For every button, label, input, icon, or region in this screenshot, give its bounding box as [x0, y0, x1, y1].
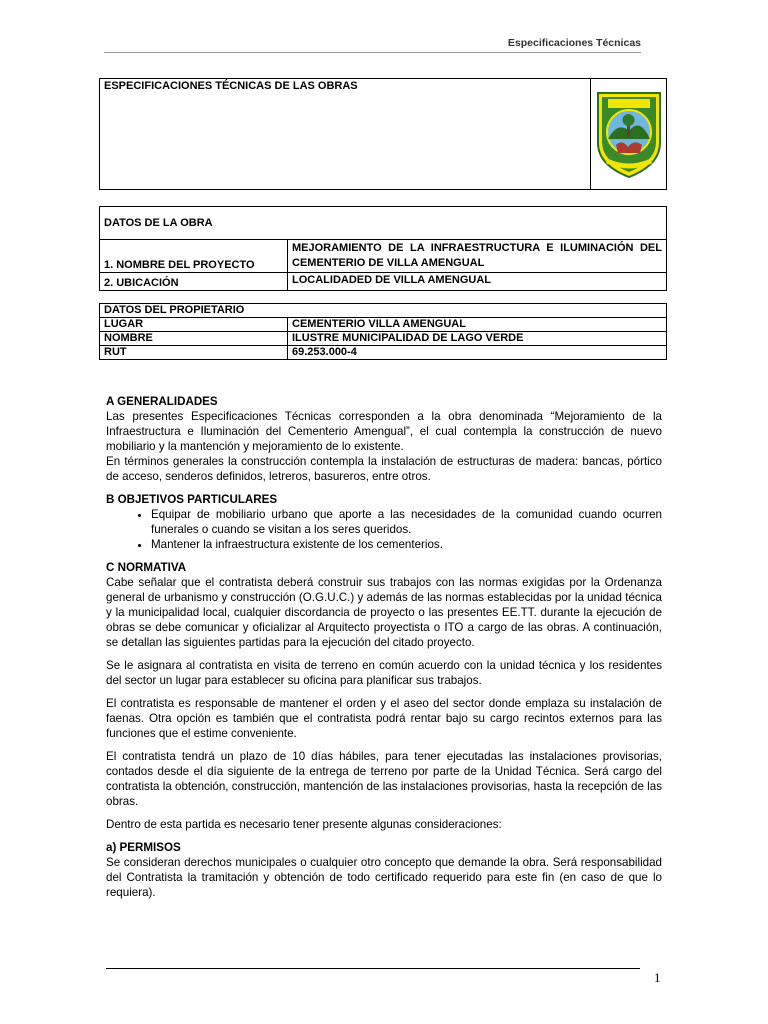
- table-row: [100, 332, 667, 346]
- row-label: NOMBRE: [100, 332, 288, 346]
- table-row: [100, 273, 667, 291]
- document-body: [106, 394, 662, 908]
- obra-heading: DATOS DE LA OBRA: [100, 207, 667, 240]
- row-label: 1. NOMBRE DEL PROYECTO: [100, 240, 288, 273]
- row-value: MEJORAMIENTO DE LA INFRAESTRUCTURA E ILUMINACIÓN DEL CEMENTERIO DE VILLA AMENGUAL: [288, 240, 667, 273]
- paragraph: En términos generales la construcción contempla la instalación de estructuras de madera: bancas, pórtico de acceso, senderos definidos, letreros, basureros, entre otros.: [106, 455, 662, 483]
- table-row: [100, 240, 667, 273]
- header-title: Especificaciones Técnicas: [507, 37, 641, 49]
- municipal-coat-of-arms-icon: [594, 87, 664, 179]
- row-value: CEMENTERIO VILLA AMENGUAL: [288, 318, 667, 332]
- section-heading-generalidades: A GENERALIDADES: [106, 395, 218, 408]
- section-heading-permisos: a) PERMISOS: [106, 841, 181, 854]
- paragraph: Se consideran derechos municipales o cualquier otro concepto que demande la obra. Será responsabilidad del Contratista la tramitación y obtención de todo certificado requerido para este fin (en caso de que lo requiera).: [106, 856, 662, 899]
- cover-table: [99, 78, 667, 190]
- paragraph: Las presentes Especificaciones Técnicas corresponden a la obra denominada “Mejoramiento de la Infraestructura e Iluminación del Cementerio Amengual”, el cual contempla la construcción de nuevo mobiliario y la mantención y mejoramiento de lo existente.: [106, 410, 662, 453]
- row-label: LUGAR: [100, 318, 288, 332]
- paragraph: Cabe señalar que el contratista deberá construir sus trabajos con las normas exigidas por la Ordenanza general de urbanismo y construcción (O.G.U.C.) y además de las normas establecidas por la unidad técnica y la municipalidad local, cualquier discordancia de proyecto o las presentes EE.TT. durante la ejecución de obras se debe comunicar y oficializar al Arquitecto proyectista o ITO a cargo de las obras. A continuación, se detallan las siguientes partidas para la ejecución del citado proyecto.: [106, 576, 662, 649]
- propietario-table: [99, 303, 667, 360]
- obra-table: [99, 206, 667, 291]
- document-title: ESPECIFICACIONES TÉCNICAS DE LAS OBRAS: [100, 79, 591, 190]
- section-heading-normativa: C NORMATIVA: [106, 561, 187, 574]
- row-value: LOCALIDADED DE VILLA AMENGUAL: [288, 273, 667, 291]
- row-label: RUT: [100, 346, 288, 360]
- propietario-heading: DATOS DEL PROPIETARIO: [100, 304, 667, 318]
- paragraph: Dentro de esta partida es necesario tener presente algunas consideraciones:: [106, 818, 502, 831]
- list-item: • Mantener la infraestructura existente de los cementerios.: [151, 537, 662, 552]
- header-rule: [104, 52, 641, 53]
- table-row: [100, 318, 667, 332]
- paragraph: El contratista tendrá un plazo de 10 días hábiles, para tener ejecutadas las instalaciones provisorias, contados desde el día siguiente de la entrega de terreno por parte de la Unidad Técnica. Será cargo del contratista la obtención, construcción, mantención de las instalaciones provisorias, hasta la recepción de las obras.: [106, 750, 662, 808]
- logo-cell: [591, 79, 667, 190]
- row-label: 2. UBICACIÓN: [100, 273, 288, 291]
- row-value: 69.253.000-4: [288, 346, 667, 360]
- objetivos-list: [106, 507, 662, 552]
- page-number: 1: [654, 970, 661, 985]
- paragraph: El contratista es responsable de mantener el orden y el aseo del sector donde emplaza su instalación de faenas. Otra opción es también que el contratista podrá rentar bajo su cargo recintos externos para las funciones que el estime conveniente.: [106, 697, 662, 740]
- section-heading-objetivos: B OBJETIVOS PARTICULARES: [106, 493, 278, 506]
- paragraph: Se le asignara al contratista en visita de terreno en común acuerdo con la unidad técnica y los residentes del sector un lugar para establecer su oficina para planificar sus trabajos.: [106, 659, 662, 687]
- footer-rule: [106, 968, 640, 969]
- table-row: [100, 346, 667, 360]
- row-value: ILUSTRE MUNICIPALIDAD DE LAGO VERDE: [288, 332, 667, 346]
- list-item: • Equipar de mobiliario urbano que aporte a las necesidades de la comunidad cuando ocurren funerales o cuando se visitan a los seres queridos.: [151, 507, 662, 537]
